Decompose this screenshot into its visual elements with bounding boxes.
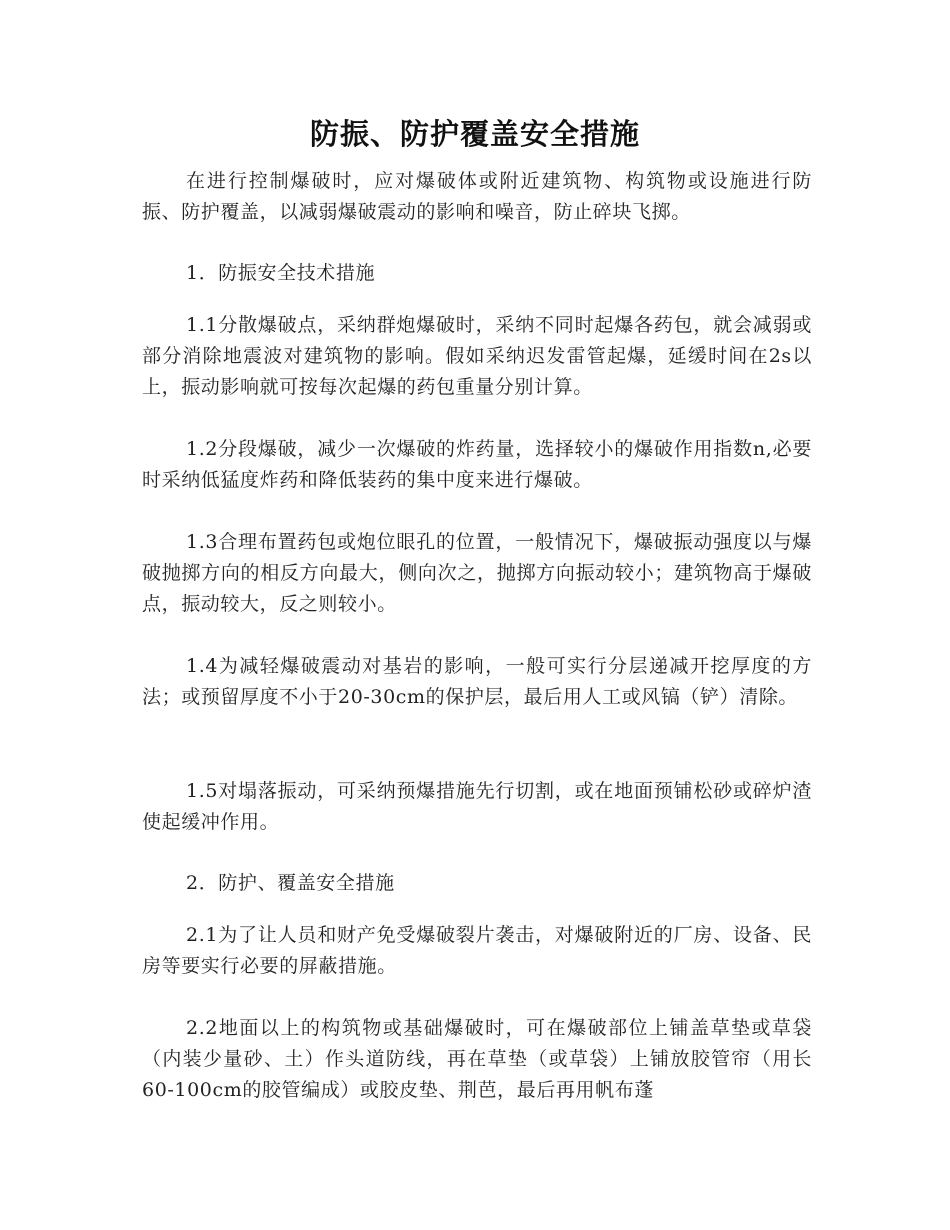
section-heading-protection: 2．防护、覆盖安全措施 [186,872,395,894]
paragraph-2-2: 2.2地面以上的构筑物或基础爆破时，可在爆破部位上铺盖草垫或草袋（内装少量砂、土）作头道防线，再在草垫（或草袋）上铺放胶管帘（用长60-100cm的胶管编成）或胶皮垫、荆芭，最后再用帆布蓬 [142,1017,812,1101]
paragraph-1-1: 1.1分散爆破点，采纳群炮爆破时，采纳不同时起爆各药包，就会减弱或部分消除地震波对建筑物的影响。假如采纳迟发雷管起爆，延缓时间在2s以上，振动影响就可按每次起爆的药包重量分别计算。 [142,314,812,398]
paragraph-1-2: 1.2分段爆破，减少一次爆破的炸药量，选择较小的爆破作用指数n,必要时采纳低猛度炸药和降低装药的集中度来进行爆破。 [142,438,812,491]
document-title: 防振、防护覆盖安全措施 [309,117,640,151]
paragraph-1-4: 1.4为减轻爆破震动对基岩的影响，一般可实行分层递减开挖厚度的方法；或预留厚度不小于20-30cm的保护层，最后用人工或风镐（铲）清除。 [142,655,812,708]
paragraph-intro: 在进行控制爆破时，应对爆破体或附近建筑物、构筑物或设施进行防振、防护覆盖，以减弱爆破震动的影响和噪音，防止碎块飞掷。 [142,170,812,223]
paragraph-1-3: 1.3合理布置药包或炮位眼孔的位置，一般情况下，爆破振动强度以与爆破抛掷方向的相反方向最大，侧向次之，抛掷方向振动较小；建筑物高于爆破点，振动较大，反之则较小。 [142,531,812,615]
section-heading-vibration: 1．防振安全技术措施 [186,262,376,284]
paragraph-2-1: 2.1为了让人员和财产免受爆破裂片袭击，对爆破附近的厂房、设备、民房等要实行必要的屏蔽措施。 [142,924,812,977]
paragraph-1-5: 1.5对塌落振动，可采纳预爆措施先行切割，或在地面预铺松砂或碎炉渣使起缓冲作用。 [142,780,812,833]
